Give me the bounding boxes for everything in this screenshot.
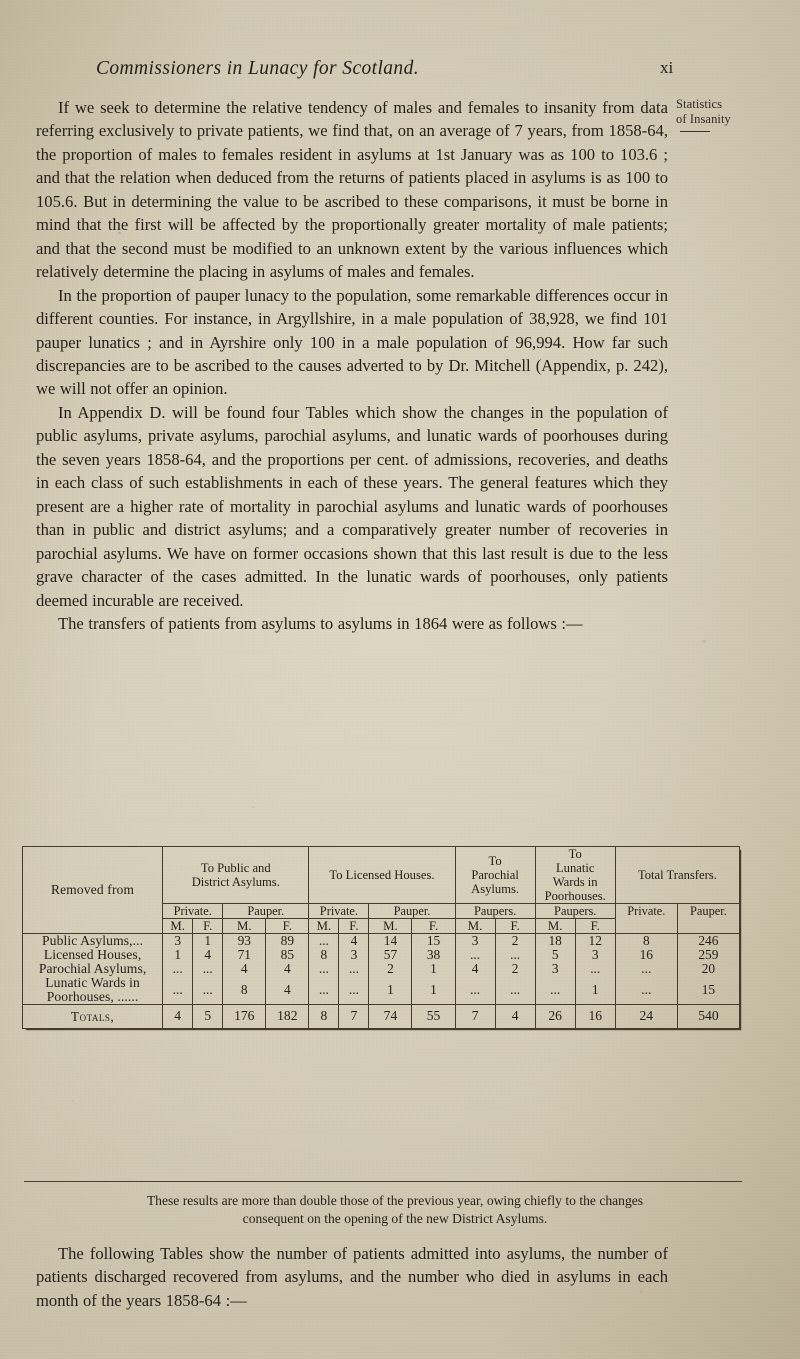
cell: 8 [223, 976, 266, 1005]
footnote-rule [24, 1181, 742, 1182]
group-header-line-1: To [488, 854, 502, 868]
cell: 2 [495, 962, 535, 976]
totals-cell: 16 [575, 1005, 615, 1029]
running-head [96, 58, 656, 80]
page-folio-number: xi [660, 58, 674, 77]
cell-total-private: 8 [615, 934, 677, 949]
table-stub-header: Removed from [23, 847, 163, 934]
cell-total-private: ... [615, 962, 677, 976]
cell: ... [575, 962, 615, 976]
cell: 3 [535, 962, 575, 976]
group-header-line-3: Wards in [552, 875, 598, 889]
sex-header-female: F. [193, 919, 223, 934]
marginal-note-line-1: Statistics [676, 97, 723, 111]
paragraph-5: The following Tables show the number of patients admitted into asylums, the number of patients discharged recovered from asylums, and the number who died in asylums in each month of the years 1858-64 :— [36, 1244, 668, 1310]
totals-cell: 4 [163, 1005, 193, 1029]
class-header-private: Private. [309, 904, 369, 919]
marginal-note [676, 97, 788, 132]
cell: ... [339, 962, 369, 976]
cell: 3 [575, 948, 615, 962]
group-header-lunatic-wards-poorhouses [535, 847, 615, 904]
cell: 5 [535, 948, 575, 962]
cell: 8 [309, 948, 339, 962]
body-text-column-lower [36, 1242, 668, 1312]
table-footnote [24, 1192, 766, 1227]
group-header-licensed-houses [309, 847, 455, 904]
cell: 18 [535, 934, 575, 949]
cell: 71 [223, 948, 266, 962]
totals-cell: 55 [412, 1005, 455, 1029]
table-row [23, 962, 740, 976]
group-header-line-4: Poorhouses. [544, 889, 606, 903]
totals-cell: 176 [223, 1005, 266, 1029]
cell: 4 [339, 934, 369, 949]
cell: ... [495, 948, 535, 962]
cell: 4 [193, 948, 223, 962]
class-header-private: Private. [163, 904, 223, 919]
sex-header-male: M. [309, 919, 339, 934]
cell: 1 [163, 948, 193, 962]
row-label-licensed-houses: Licensed Houses, [23, 948, 163, 962]
cell: ... [495, 976, 535, 1005]
cell: 4 [266, 962, 309, 976]
footnote-line-1: These results are more than double those of the previous year, owing chiefly to the changes [146, 1193, 644, 1208]
cell: 3 [163, 934, 193, 949]
cell: 4 [266, 976, 309, 1005]
totals-cell-private: 24 [615, 1005, 677, 1029]
cell: 89 [266, 934, 309, 949]
cell: 3 [455, 934, 495, 949]
table-group-header-row [23, 847, 740, 904]
sex-header-female: F. [339, 919, 369, 934]
totals-cell: 26 [535, 1005, 575, 1029]
transfers-table [22, 846, 740, 1029]
cell: 4 [455, 962, 495, 976]
cell-total-pauper: 246 [677, 934, 739, 949]
sex-header-female: F. [575, 919, 615, 934]
group-header-public-district-asylums [163, 847, 309, 904]
cell: 57 [369, 948, 412, 962]
cell-total-pauper: 259 [698, 947, 719, 962]
group-header-line-2: Parochial [471, 868, 519, 882]
cell: 38 [412, 948, 455, 962]
group-header-line-1: To Licensed Houses. [329, 868, 435, 882]
sex-header-female: F. [412, 919, 455, 934]
group-header-line-2: District Asylums. [191, 875, 280, 889]
totals-cell-pauper: 540 [677, 1005, 739, 1029]
marginal-note-line-2: of Insanity [676, 112, 731, 126]
totals-cell: 5 [193, 1005, 223, 1029]
cell: 12 [575, 934, 615, 949]
group-header-line-3: Asylums. [471, 882, 520, 896]
row-label-lunatic-wards-poorhouses [23, 976, 163, 1005]
sex-header-spacer [677, 919, 739, 934]
table-row [23, 976, 740, 1005]
sex-header-male: M. [455, 919, 495, 934]
class-header-total-private: Private. [615, 904, 677, 919]
class-header-pauper: Pauper. [369, 904, 455, 919]
cell: ... [163, 962, 193, 976]
row-label-public-asylums: Public Asylums,... [23, 934, 163, 949]
class-header-paupers: Paupers. [455, 904, 535, 919]
totals-cell: 7 [455, 1005, 495, 1029]
cell: ... [339, 976, 369, 1005]
cell: ... [309, 934, 339, 949]
group-header-parochial-asylums [455, 847, 535, 904]
cell: 93 [223, 934, 266, 949]
totals-label [23, 1005, 163, 1029]
cell: ... [309, 962, 339, 976]
cell-total-private: 16 [615, 948, 677, 962]
marginal-note-rule [680, 131, 710, 132]
footnote-line-2: consequent on the opening of the new District Asylums. [242, 1210, 548, 1226]
row-label-line-2: Poorhouses, ...... [46, 989, 139, 1004]
sex-header-female: F. [266, 919, 309, 934]
cell: 1 [193, 934, 223, 949]
table-totals-row [23, 1005, 740, 1029]
sex-header-male: M. [163, 919, 193, 934]
sex-header-male: M. [535, 919, 575, 934]
paragraph-2: In the proportion of pauper lunacy to the population, some remarkable differences occur in different counties. For instance, in Argyllshire, in a male population of 38,928, we find 101 pauper lunatics ; and in Ayrshire only 100 in a male population of 96,994. How far such discrepancies are to be ascribed to the causes adverted to by Dr. Mitchell (Appendix, p. 242), we will not offer an opinion. [36, 285, 668, 399]
cell-total-pauper: 15 [701, 982, 716, 997]
cell: 1 [412, 962, 455, 976]
totals-cell: 7 [339, 1005, 369, 1029]
cell: 14 [369, 934, 412, 949]
totals-cell: 182 [266, 1005, 309, 1029]
group-header-total-transfers [615, 847, 739, 904]
cell: 2 [495, 934, 535, 949]
group-header-line-1: Total Transfers. [637, 868, 717, 882]
row-label-line-1: Lunatic Wards in [45, 975, 140, 990]
running-head-title: Commissioners in Lunacy for Scotland. [96, 58, 420, 79]
cell: ... [193, 962, 223, 976]
cell-total-private: ... [615, 976, 677, 1005]
group-header-line-1: To Public and [200, 861, 271, 875]
cell: 1 [369, 976, 412, 1005]
cell-total-pauper: 20 [701, 961, 716, 976]
totals-label-text: Totals, [70, 1008, 115, 1024]
class-header-total-pauper: Pauper. [677, 904, 739, 919]
cell: 3 [339, 948, 369, 962]
cell: 85 [266, 948, 309, 962]
totals-cell: 8 [309, 1005, 339, 1029]
class-header-pauper: Pauper. [223, 904, 309, 919]
sex-header-male: M. [223, 919, 266, 934]
transfers-table-wrapper [22, 846, 740, 1029]
cell: ... [193, 976, 223, 1005]
sex-header-spacer [615, 919, 677, 934]
cell: ... [535, 976, 575, 1005]
cell: 4 [223, 962, 266, 976]
sex-header-male: M. [369, 919, 412, 934]
cell: ... [455, 976, 495, 1005]
cell: 2 [369, 962, 412, 976]
table-row [23, 948, 740, 962]
cell: 15 [412, 934, 455, 949]
paragraph-4: The transfers of patients from asylums to asylums in 1864 were as follows :— [58, 613, 583, 633]
cell: ... [309, 976, 339, 1005]
totals-cell: 74 [369, 1005, 412, 1029]
body-text-column [36, 96, 668, 635]
cell: 1 [575, 976, 615, 1005]
class-header-paupers: Paupers. [535, 904, 615, 919]
paragraph-3: In Appendix D. will be found four Tables which show the changes in the population of public asylums, private asylums, parochial asylums, and lunatic wards of poorhouses during the seven years 1858-64, and the proportions per cent. of admissions, recoveries, and deaths in each class of such establishments in each of these years. The general features which they present are a higher rate of mortality in parochial asylums and lunatic wards of poorhouses than in public and district asylums; and a comparatively greater number of recoveries in parochial asylums. We have on former occasions shown that this last result is due to the less grave character of the cases admitted. In the lunatic wards of poorhouses, only patients deemed incurable are received. [36, 402, 668, 610]
table-row [23, 934, 740, 949]
cell: ... [455, 948, 495, 962]
row-label-parochial-asylums: Parochial Asylums, [23, 962, 163, 976]
totals-cell: 4 [495, 1005, 535, 1029]
sex-header-female: F. [495, 919, 535, 934]
group-header-line-2: Lunatic [555, 861, 595, 875]
group-header-line-1: To [568, 847, 582, 861]
cell: ... [163, 976, 193, 1005]
paragraph-1: If we seek to determine the relative tendency of males and females to insanity from data referring exclusively to private patients, we find that, on an average of 7 years, from 1858-64, the proportion of males to females resident in asylums at 1st January was as 100 to 103.6 ; and that the relation when deduced from the returns of patients placed in asylums is as 100 to 105.6. But in determining the value to be ascribed to these comparisons, it must be borne in mind that the first will be affected by the proportionally greater mortality of male patients; and that the second must be modified to an unknown extent by the various influences which relatively determine the placing in asylums of males and females. [36, 98, 668, 282]
cell: 1 [412, 976, 455, 1005]
